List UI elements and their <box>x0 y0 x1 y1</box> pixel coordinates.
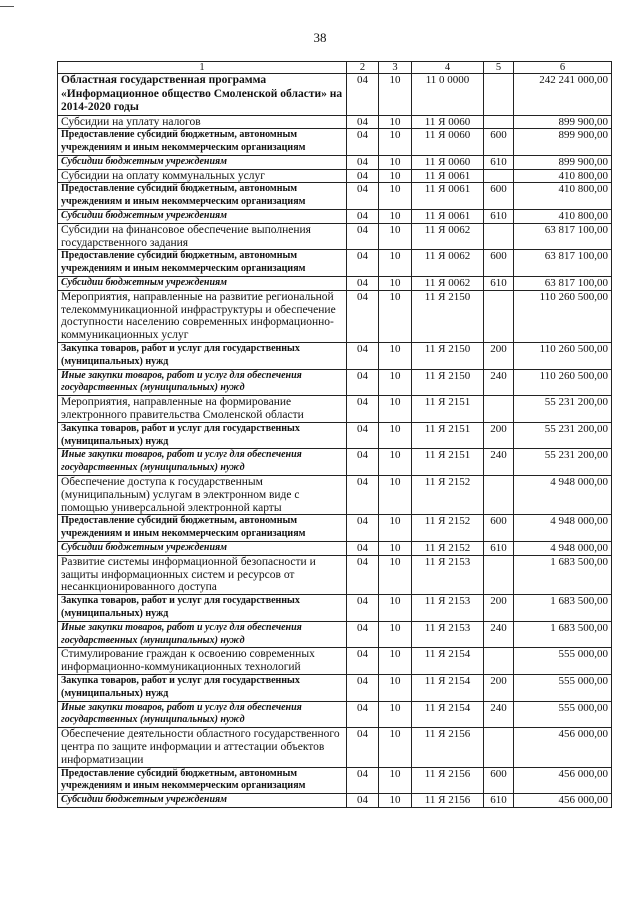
row-section-cell: 04 <box>347 290 379 342</box>
row-expense-type-cell: 200 <box>484 595 514 622</box>
page-number: 38 <box>313 30 327 45</box>
header-cell-target-article: 4 <box>412 62 484 74</box>
row-section-cell: 04 <box>347 449 379 476</box>
row-section-cell: 04 <box>347 115 379 129</box>
row-section-cell: 04 <box>347 277 379 291</box>
table-row <box>58 169 612 183</box>
row-name-cell: Субсидии бюджетным учреждениям <box>58 277 347 291</box>
row-subsection-cell: 10 <box>379 277 412 291</box>
table-row <box>58 129 612 156</box>
row-target-article-cell: 11 Я 2152 <box>412 542 484 556</box>
row-subsection-cell: 10 <box>379 223 412 250</box>
row-name-cell: Стимулирование граждан к освоению современных информационно-коммуникационных технологий <box>58 648 347 675</box>
row-section-cell: 04 <box>347 369 379 396</box>
row-target-article-cell: 11 Я 2156 <box>412 767 484 794</box>
row-target-article-cell: 11 Я 2150 <box>412 290 484 342</box>
row-section-cell: 04 <box>347 595 379 622</box>
row-amount-cell: 1 683 500,00 <box>514 595 612 622</box>
row-subsection-cell: 10 <box>379 210 412 224</box>
row-target-article-cell: 11 Я 0062 <box>412 250 484 277</box>
row-subsection-cell: 10 <box>379 648 412 675</box>
row-section-cell: 04 <box>347 74 379 116</box>
row-target-article-cell: 11 Я 2153 <box>412 595 484 622</box>
row-target-article-cell: 11 Я 2154 <box>412 648 484 675</box>
row-subsection-cell: 10 <box>379 74 412 116</box>
row-amount-cell: 110 260 500,00 <box>514 290 612 342</box>
row-target-article-cell: 11 Я 0060 <box>412 129 484 156</box>
row-expense-type-cell <box>484 555 514 594</box>
row-expense-type-cell: 240 <box>484 369 514 396</box>
row-amount-cell: 456 000,00 <box>514 794 612 808</box>
row-amount-cell: 63 817 100,00 <box>514 277 612 291</box>
row-expense-type-cell: 240 <box>484 701 514 728</box>
row-amount-cell: 1 683 500,00 <box>514 555 612 594</box>
row-expense-type-cell <box>484 728 514 767</box>
table-row <box>58 155 612 169</box>
row-amount-cell: 110 260 500,00 <box>514 369 612 396</box>
row-target-article-cell: 11 Я 2152 <box>412 476 484 515</box>
row-subsection-cell: 10 <box>379 701 412 728</box>
row-subsection-cell: 10 <box>379 621 412 648</box>
row-target-article-cell: 11 Я 2151 <box>412 396 484 423</box>
row-name-cell: Мероприятия, направленные на формирование электронного правительства Смоленской области <box>58 396 347 423</box>
row-amount-cell: 555 000,00 <box>514 648 612 675</box>
table-row <box>58 794 612 808</box>
row-section-cell: 04 <box>347 621 379 648</box>
row-subsection-cell: 10 <box>379 674 412 701</box>
row-target-article-cell: 11 Я 2154 <box>412 674 484 701</box>
row-section-cell: 04 <box>347 515 379 542</box>
row-expense-type-cell: 600 <box>484 515 514 542</box>
table-row <box>58 396 612 423</box>
row-subsection-cell: 10 <box>379 155 412 169</box>
row-name-cell: Мероприятия, направленные на развитие региональной телекоммуникационной инфраструктуры и обеспечение доступности населению современных информационно-коммуникационных услуг <box>58 290 347 342</box>
row-section-cell: 04 <box>347 674 379 701</box>
row-section-cell: 04 <box>347 555 379 594</box>
row-expense-type-cell <box>484 476 514 515</box>
row-name-cell: Обеспечение доступа к государственным (муниципальным) услугам в электронном виде с помощью универсальной электронной карты <box>58 476 347 515</box>
row-target-article-cell: 11 Я 0062 <box>412 223 484 250</box>
row-amount-cell: 55 231 200,00 <box>514 396 612 423</box>
row-subsection-cell: 10 <box>379 369 412 396</box>
row-section-cell: 04 <box>347 343 379 370</box>
table-row <box>58 422 612 449</box>
row-subsection-cell: 10 <box>379 129 412 156</box>
table-row <box>58 290 612 342</box>
row-name-cell: Иные закупки товаров, работ и услуг для обеспечения государственных (муниципальных) нужд <box>58 621 347 648</box>
table-row <box>58 343 612 370</box>
header-cell-subsection: 3 <box>379 62 412 74</box>
row-name-cell: Развитие системы информационной безопасности и защиты информационных систем и ресурсов от несанкционированного доступа <box>58 555 347 594</box>
row-name-cell: Иные закупки товаров, работ и услуг для обеспечения государственных (муниципальных) нужд <box>58 701 347 728</box>
row-name-cell: Закупка товаров, работ и услуг для государственных (муниципальных) нужд <box>58 595 347 622</box>
row-amount-cell: 4 948 000,00 <box>514 542 612 556</box>
table-row <box>58 767 612 794</box>
row-name-cell: Субсидии бюджетным учреждениям <box>58 542 347 556</box>
row-section-cell: 04 <box>347 701 379 728</box>
table-row <box>58 701 612 728</box>
row-target-article-cell: 11 Я 2152 <box>412 515 484 542</box>
row-section-cell: 04 <box>347 396 379 423</box>
table-row <box>58 515 612 542</box>
row-name-cell: Субсидии на уплату налогов <box>58 115 347 129</box>
row-name-cell: Субсидии на оплату коммунальных услуг <box>58 169 347 183</box>
row-expense-type-cell: 240 <box>484 449 514 476</box>
table-row <box>58 674 612 701</box>
row-expense-type-cell: 610 <box>484 277 514 291</box>
row-subsection-cell: 10 <box>379 476 412 515</box>
row-subsection-cell: 10 <box>379 396 412 423</box>
table-row <box>58 277 612 291</box>
row-expense-type-cell <box>484 169 514 183</box>
row-name-cell: Иные закупки товаров, работ и услуг для обеспечения государственных (муниципальных) нужд <box>58 369 347 396</box>
row-expense-type-cell <box>484 290 514 342</box>
row-amount-cell: 1 683 500,00 <box>514 621 612 648</box>
budget-table <box>57 61 612 808</box>
table-row <box>58 250 612 277</box>
row-section-cell: 04 <box>347 223 379 250</box>
row-target-article-cell: 11 Я 2151 <box>412 449 484 476</box>
table-row <box>58 223 612 250</box>
row-target-article-cell: 11 Я 0060 <box>412 115 484 129</box>
row-name-cell: Предоставление субсидий бюджетным, автономным учреждениям и иным некоммерческим организациям <box>58 250 347 277</box>
row-name-cell: Субсидии на финансовое обеспечение выполнения государственного задания <box>58 223 347 250</box>
row-expense-type-cell: 240 <box>484 621 514 648</box>
row-subsection-cell: 10 <box>379 183 412 210</box>
row-section-cell: 04 <box>347 542 379 556</box>
row-name-cell: Предоставление субсидий бюджетным, автономным учреждениям и иным некоммерческим организациям <box>58 183 347 210</box>
row-expense-type-cell <box>484 115 514 129</box>
table-header-row <box>58 62 612 74</box>
row-subsection-cell: 10 <box>379 290 412 342</box>
row-target-article-cell: 11 Я 2156 <box>412 728 484 767</box>
row-name-cell: Предоставление субсидий бюджетным, автономным учреждениям и иным некоммерческим организациям <box>58 129 347 156</box>
row-amount-cell: 456 000,00 <box>514 728 612 767</box>
row-expense-type-cell: 610 <box>484 210 514 224</box>
row-target-article-cell: 11 Я 2153 <box>412 555 484 594</box>
row-section-cell: 04 <box>347 210 379 224</box>
row-subsection-cell: 10 <box>379 542 412 556</box>
row-target-article-cell: 11 Я 2153 <box>412 621 484 648</box>
row-amount-cell: 899 900,00 <box>514 129 612 156</box>
row-subsection-cell: 10 <box>379 343 412 370</box>
row-amount-cell: 110 260 500,00 <box>514 343 612 370</box>
row-section-cell: 04 <box>347 155 379 169</box>
row-name-cell: Обеспечение деятельности областного государственного центра по защите информации и аттестации объектов информатизации <box>58 728 347 767</box>
header-cell-expense-type: 5 <box>484 62 514 74</box>
table-row <box>58 183 612 210</box>
row-amount-cell: 55 231 200,00 <box>514 422 612 449</box>
row-expense-type-cell: 200 <box>484 674 514 701</box>
table-row <box>58 621 612 648</box>
table-row <box>58 74 612 116</box>
row-target-article-cell: 11 Я 2154 <box>412 701 484 728</box>
row-expense-type-cell: 600 <box>484 183 514 210</box>
row-expense-type-cell <box>484 648 514 675</box>
row-amount-cell: 899 900,00 <box>514 115 612 129</box>
row-subsection-cell: 10 <box>379 449 412 476</box>
row-name-cell: Субсидии бюджетным учреждениям <box>58 794 347 808</box>
row-section-cell: 04 <box>347 794 379 808</box>
row-expense-type-cell <box>484 74 514 116</box>
row-expense-type-cell: 610 <box>484 155 514 169</box>
row-expense-type-cell: 600 <box>484 767 514 794</box>
header-cell-section: 2 <box>347 62 379 74</box>
row-subsection-cell: 10 <box>379 115 412 129</box>
row-expense-type-cell: 600 <box>484 250 514 277</box>
table-row <box>58 648 612 675</box>
row-name-cell: Субсидии бюджетным учреждениям <box>58 210 347 224</box>
row-amount-cell: 410 800,00 <box>514 169 612 183</box>
row-amount-cell: 55 231 200,00 <box>514 449 612 476</box>
row-name-cell: Субсидии бюджетным учреждениям <box>58 155 347 169</box>
row-amount-cell: 456 000,00 <box>514 767 612 794</box>
row-section-cell: 04 <box>347 767 379 794</box>
row-section-cell: 04 <box>347 728 379 767</box>
row-amount-cell: 410 800,00 <box>514 183 612 210</box>
row-target-article-cell: 11 Я 0060 <box>412 155 484 169</box>
row-section-cell: 04 <box>347 648 379 675</box>
row-amount-cell: 63 817 100,00 <box>514 250 612 277</box>
row-subsection-cell: 10 <box>379 767 412 794</box>
row-subsection-cell: 10 <box>379 169 412 183</box>
row-target-article-cell: 11 Я 2150 <box>412 343 484 370</box>
row-amount-cell: 63 817 100,00 <box>514 223 612 250</box>
row-name-cell: Закупка товаров, работ и услуг для государственных (муниципальных) нужд <box>58 422 347 449</box>
row-subsection-cell: 10 <box>379 555 412 594</box>
row-subsection-cell: 10 <box>379 595 412 622</box>
header-cell-name: 1 <box>58 62 347 74</box>
row-target-article-cell: 11 Я 0061 <box>412 169 484 183</box>
row-target-article-cell: 11 Я 0062 <box>412 277 484 291</box>
table-row <box>58 542 612 556</box>
row-subsection-cell: 10 <box>379 422 412 449</box>
table-row <box>58 115 612 129</box>
row-name-cell: Закупка товаров, работ и услуг для государственных (муниципальных) нужд <box>58 343 347 370</box>
row-amount-cell: 555 000,00 <box>514 701 612 728</box>
row-subsection-cell: 10 <box>379 728 412 767</box>
table-row <box>58 555 612 594</box>
row-section-cell: 04 <box>347 476 379 515</box>
row-subsection-cell: 10 <box>379 794 412 808</box>
table-row <box>58 449 612 476</box>
row-expense-type-cell <box>484 223 514 250</box>
table-row <box>58 210 612 224</box>
row-amount-cell: 410 800,00 <box>514 210 612 224</box>
row-name-cell: Предоставление субсидий бюджетным, автономным учреждениям и иным некоммерческим организациям <box>58 767 347 794</box>
table-row <box>58 595 612 622</box>
row-name-cell: Иные закупки товаров, работ и услуг для обеспечения государственных (муниципальных) нужд <box>58 449 347 476</box>
row-amount-cell: 4 948 000,00 <box>514 515 612 542</box>
row-amount-cell: 555 000,00 <box>514 674 612 701</box>
table-row <box>58 728 612 767</box>
row-expense-type-cell <box>484 396 514 423</box>
row-name-cell: Закупка товаров, работ и услуг для государственных (муниципальных) нужд <box>58 674 347 701</box>
row-target-article-cell: 11 Я 0061 <box>412 183 484 210</box>
row-subsection-cell: 10 <box>379 515 412 542</box>
row-amount-cell: 242 241 000,00 <box>514 74 612 116</box>
row-expense-type-cell: 610 <box>484 542 514 556</box>
row-target-article-cell: 11 0 0000 <box>412 74 484 116</box>
row-section-cell: 04 <box>347 129 379 156</box>
row-name-cell: Областная государственная программа «Информационное общество Смоленской области» на 2014-2020 годы <box>58 74 347 116</box>
row-expense-type-cell: 610 <box>484 794 514 808</box>
row-target-article-cell: 11 Я 2151 <box>412 422 484 449</box>
row-section-cell: 04 <box>347 422 379 449</box>
row-target-article-cell: 11 Я 2150 <box>412 369 484 396</box>
row-expense-type-cell: 200 <box>484 422 514 449</box>
row-subsection-cell: 10 <box>379 250 412 277</box>
row-target-article-cell: 11 Я 2156 <box>412 794 484 808</box>
row-amount-cell: 4 948 000,00 <box>514 476 612 515</box>
row-section-cell: 04 <box>347 250 379 277</box>
row-expense-type-cell: 600 <box>484 129 514 156</box>
row-name-cell: Предоставление субсидий бюджетным, автономным учреждениям и иным некоммерческим организациям <box>58 515 347 542</box>
table-row <box>58 369 612 396</box>
row-section-cell: 04 <box>347 169 379 183</box>
row-expense-type-cell: 200 <box>484 343 514 370</box>
row-target-article-cell: 11 Я 0061 <box>412 210 484 224</box>
scan-corner-mark <box>0 6 14 7</box>
table-row <box>58 476 612 515</box>
header-cell-amount: 6 <box>514 62 612 74</box>
row-section-cell: 04 <box>347 183 379 210</box>
row-amount-cell: 899 900,00 <box>514 155 612 169</box>
